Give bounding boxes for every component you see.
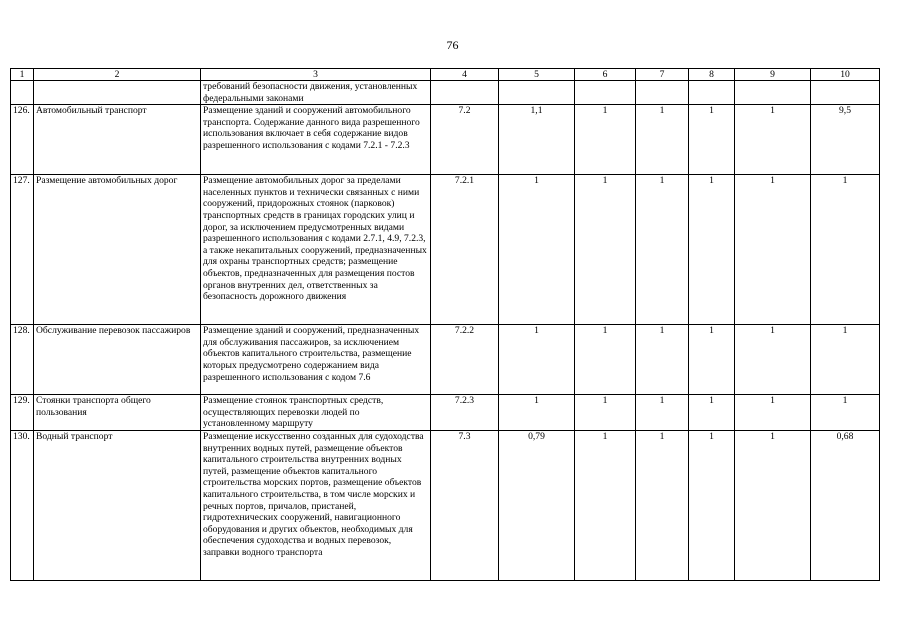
row-col5: 1,1 [499,105,575,175]
row-col9: 1 [735,395,811,431]
row-col7: 1 [636,175,689,325]
header-cell: 6 [575,69,636,81]
row-col8: 1 [689,430,735,580]
row-code [431,81,499,105]
row-col5: 0,79 [499,430,575,580]
row-col8: 1 [689,105,735,175]
header-cell: 3 [201,69,431,81]
row-col6: 1 [575,430,636,580]
row-col7: 1 [636,325,689,395]
row-code: 7.2 [431,105,499,175]
header-cell: 10 [811,69,880,81]
row-col6: 1 [575,395,636,431]
page-number: 76 [446,38,459,52]
row-col8: 1 [689,395,735,431]
table-row [11,175,880,325]
row-description: Размещение искусственно созданных для судоходства внутренних водных путей, размещение объектов капитального строительства внутренних водных путей, размещение объектов капитального строительства морских портов, размещение объектов капитального строительства, в том числе морских и речных портов, причалов, пристаней, гидротехнических сооружений, навигационного оборудования и других объектов, необходимых для обеспечения судоходства и водных перевозок, заправки водного транспорта [201,430,431,580]
header-cell: 8 [689,69,735,81]
row-col6: 1 [575,105,636,175]
row-col6 [575,81,636,105]
row-col10: 1 [811,395,880,431]
row-col8: 1 [689,175,735,325]
zoning-table [10,68,880,581]
row-number: 126. [11,105,34,175]
row-col5: 1 [499,175,575,325]
row-description: Размещение зданий и сооружений, предназначенных для обслуживания пассажиров, за исключением объектов капитального строительства, размещение которых предусмотрено содержанием вида разрешенного использования с кодом 7.6 [201,325,431,395]
row-col5: 1 [499,325,575,395]
row-col7: 1 [636,430,689,580]
row-code: 7.2.1 [431,175,499,325]
table-row [11,81,880,105]
row-number: 129. [11,395,34,431]
row-name: Водный транспорт [34,430,201,580]
row-col9: 1 [735,325,811,395]
header-cell: 4 [431,69,499,81]
header-cell: 9 [735,69,811,81]
row-description: Размещение зданий и сооружений автомобильного транспорта. Содержание данного вида разрешенного использования включает в себя содержание видов разрешенного использования с кодами 7.2.1 - 7.2.3 [201,105,431,175]
row-number [11,81,34,105]
row-description: требований безопасности движения, установленных федеральными законами [201,81,431,105]
table-row [11,325,880,395]
row-number: 128. [11,325,34,395]
row-col7: 1 [636,105,689,175]
row-name: Размещение автомобильных дорог [34,175,201,325]
row-col5 [499,81,575,105]
row-col7 [636,81,689,105]
row-col10 [811,81,880,105]
row-description: Размещение автомобильных дорог за пределами населенных пунктов и технически связанных с ними сооружений, придорожных стоянок (парковок) транспортных средств в границах городских улиц и дорог, за исключением предусмотренных видами разрешенного использования с кодами 2.7.1, 4.9, 7.2.3, а также некапитальных сооружений, предназначенных для охраны транспортных средств; размещение объектов, предназначенных для размещения постов органов внутренних дел, ответственных за безопасность дорожного движения [201,175,431,325]
row-description: Размещение стоянок транспортных средств, осуществляющих перевозки людей по установленному маршруту [201,395,431,431]
row-code: 7.2.2 [431,325,499,395]
row-col10: 1 [811,175,880,325]
row-col7: 1 [636,395,689,431]
header-cell: 1 [11,69,34,81]
row-col10: 0,68 [811,430,880,580]
table-header-row [11,69,880,81]
row-code: 7.2.3 [431,395,499,431]
row-code: 7.3 [431,430,499,580]
table-row [11,395,880,431]
row-col10: 1 [811,325,880,395]
row-col9 [735,81,811,105]
row-col6: 1 [575,325,636,395]
row-col10: 9,5 [811,105,880,175]
row-col9: 1 [735,175,811,325]
row-col5: 1 [499,395,575,431]
row-name: Обслуживание перевозок пассажиров [34,325,201,395]
row-col9: 1 [735,430,811,580]
row-number: 127. [11,175,34,325]
header-cell: 2 [34,69,201,81]
table-row [11,105,880,175]
row-name: Стоянки транспорта общего пользования [34,395,201,431]
row-col9: 1 [735,105,811,175]
row-col6: 1 [575,175,636,325]
table-row [11,430,880,580]
row-name [34,81,201,105]
header-cell: 7 [636,69,689,81]
row-col8 [689,81,735,105]
row-number: 130. [11,430,34,580]
row-name: Автомобильный транспорт [34,105,201,175]
row-col8: 1 [689,325,735,395]
header-cell: 5 [499,69,575,81]
